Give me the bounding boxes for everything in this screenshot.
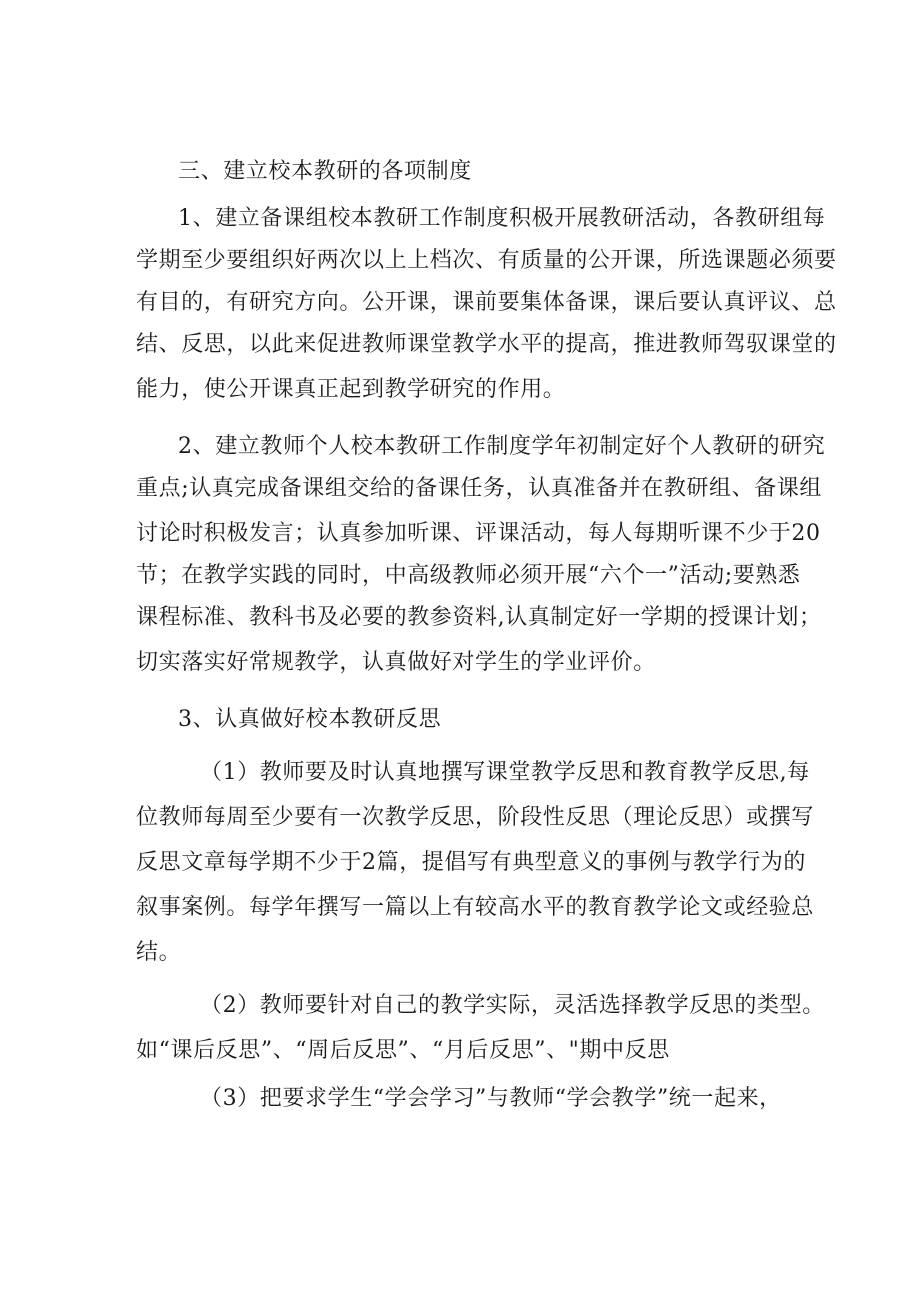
paragraph-line: （1）教师要及时认真地撰写课堂教学反思和教育教学反思,每 (200, 760, 810, 785)
paragraph-line: 如“课后反思”、“周后反思”、“月后反思”、"期中反思 (136, 1038, 670, 1063)
paragraph-line: 反思文章每学期不少于2篇，提倡写有典型意义的事例与教学行为的 (136, 850, 806, 875)
paragraph-line: 切实落实好常规教学，认真做好对学生的学业评价。 (136, 650, 656, 675)
paragraph-line: 结。 (136, 940, 182, 965)
paragraph-line: 学期至少要组织好两次以上上档次、有质量的公开课，所选课题必须要 (136, 248, 837, 273)
paragraph-line: 重点;认真完成备课组交给的备课任务，认真准备并在教研组、备课组 (136, 476, 823, 501)
paragraph-line: 节；在教学实践的同时，中高级教师必须开展“六个一”活动;要熟悉 (136, 563, 801, 588)
paragraph-line: 讨论时积极发言；认真参加听课、评课活动，每人每期听课不少于20 (136, 521, 821, 546)
paragraph-line: 叙事案例。每学年撰写一篇以上有较高水平的教育教学论文或经验总 (136, 895, 815, 920)
paragraph-line: 能力，使公开课真正起到教学研究的作用。 (136, 377, 566, 402)
paragraph-line: 位教师每周至少要有一次教学反思，阶段性反思（理论反思）或撰写 (136, 805, 815, 830)
paragraph-line: （2）教师要针对自己的教学实际，灵活选择教学反思的类型。 (200, 993, 825, 1018)
subsection-heading: 3、认真做好校本教研反思 (178, 707, 442, 732)
paragraph-line: 2、建立教师个人校本教研工作制度学年初制定好个人教研的研究 (178, 434, 826, 459)
paragraph-line: 课程标准、教科书及必要的教参资料,认真制定好一学期的授课计划； (136, 605, 822, 630)
paragraph-line: 1、建立备课组校本教研工作制度积极开展教研活动，各教研组每 (178, 206, 826, 231)
section-heading: 三、建立校本教研的各项制度 (178, 159, 472, 184)
paragraph-line: 有目的，有研究方向。公开课，课前要集体备课，课后要认真评议、总 (136, 290, 837, 315)
paragraph-line: （3）把要求学生“学会学习”与教师“学会教学”统一起来， (200, 1086, 782, 1111)
paragraph-line: 结、反思，以此来促进教师课堂教学水平的提高，推进教师驾驭课堂的 (136, 332, 837, 357)
